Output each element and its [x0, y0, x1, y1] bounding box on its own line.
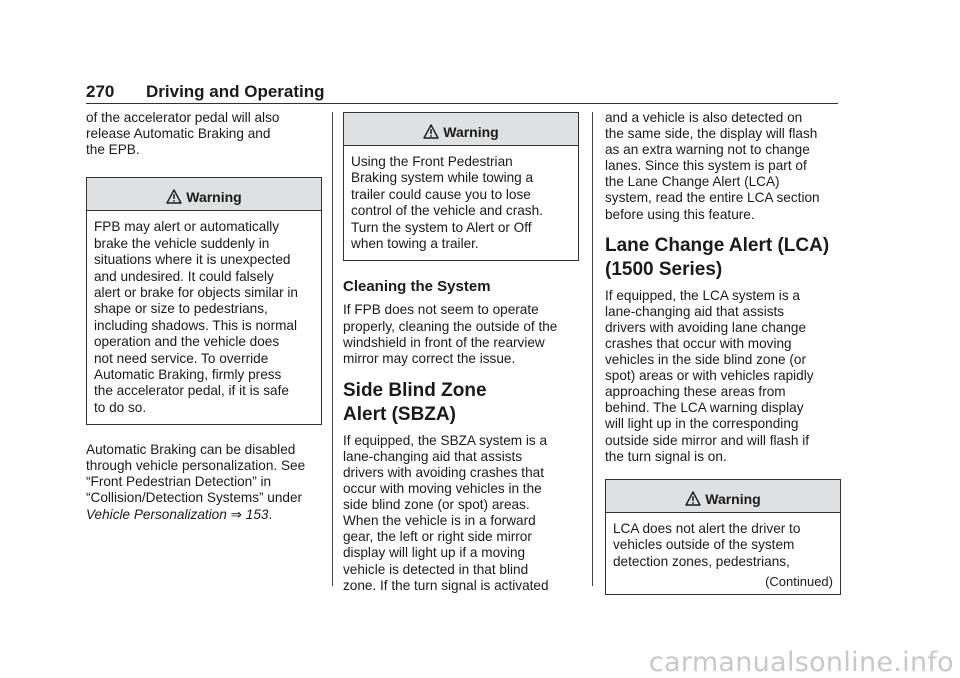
sbza-continued-paragraph: and a vehicle is also detected on the same side, the display will flash as an extra warning not to change lanes. Since this system is part of the Lane Change Alert (LCA) system, read the entire LCA section before using this feature.	[605, 110, 820, 222]
warning-triangle-icon	[685, 491, 701, 506]
warning-text: FPB may alert or automatically brake the vehicle suddenly in situations where it is unexpected and undesired. It could falsely alert or brake for objects similar in shape or size to pedestrians, including shadows. This is normal operation and the vehicle does not need service. To override Automatic Braking, firmly press the accelerator pedal, if it is safe to do so.	[94, 219, 298, 415]
sbza-paragraph: If equipped, the SBZA system is a lane-changing aid that assists drivers with avoiding crashes that occur with moving vehicles in the side blind zone (or spot) areas. When the vehicle is in a forward gear, the left or right side mirror display will light up if a moving vehicle is detected in that blind zone. If the turn signal is activated	[343, 432, 549, 593]
header-rule	[86, 103, 838, 104]
warning-triangle-icon	[423, 124, 439, 139]
page-ref-number[interactable]: 153	[245, 506, 269, 522]
page-ref-arrow-icon: ⇒	[230, 506, 242, 522]
fpb-warning-box	[86, 177, 322, 425]
warning-header	[606, 480, 840, 513]
personalization-paragraph: Automatic Braking can be disabled through vehicle personalization. See “Front Pedestrian Detection” in “Collision/Detection Systems” under Vehicle Personalization ⇒ 153.	[86, 442, 306, 522]
intro-paragraph: of the accelerator pedal will also release Automatic Braking and the EPB.	[86, 110, 280, 158]
continued-label: (Continued)	[765, 573, 833, 589]
warning-header	[344, 113, 578, 146]
section-title: Driving and Operating	[146, 82, 325, 101]
warning-text: LCA does not alert the driver to vehicles outside of the system detection zones, pedestrians, (Continued)	[613, 520, 833, 589]
warning-header	[87, 178, 321, 211]
vehicle-personalization-link[interactable]: Vehicle Personalization	[86, 506, 227, 522]
cleaning-heading: Cleaning the System	[343, 278, 491, 296]
column-1	[86, 110, 322, 523]
watermark: carmanualsonline.info	[648, 647, 954, 678]
lca-warning-box	[605, 479, 841, 596]
column-2	[343, 112, 579, 594]
lca-paragraph: If equipped, the LCA system is a lane-changing aid that assists drivers with avoiding lane change crashes that occur with moving vehicles in the side blind zone (or spot) areas or with vehicles rapidly approaching these areas from behind. The LCA warning display will light up in the corresponding outside side mirror and will flash if the turn signal is on.	[605, 287, 814, 464]
column-divider	[332, 112, 333, 586]
sbza-heading: Side Blind Zone Alert (SBZA)	[343, 379, 487, 425]
towing-warning-box	[343, 112, 579, 261]
warning-title: Warning	[705, 490, 761, 507]
lca-heading: Lane Change Alert (LCA) (1500 Series)	[605, 234, 830, 280]
warning-title: Warning	[186, 189, 242, 206]
warning-title: Warning	[443, 124, 499, 140]
column-divider	[592, 112, 593, 586]
column-3	[605, 110, 841, 595]
cleaning-paragraph: If FPB does not seem to operate properly, cleaning the outside of the windshield in front of the rearview mirror may correct the issue.	[343, 302, 558, 366]
page-header	[86, 82, 838, 104]
page-number: 270	[86, 82, 115, 101]
warning-triangle-icon	[166, 189, 182, 204]
warning-text: Using the Front Pedestrian Braking system while towing a trailer could cause you to lose control of the vehicle and crash. Turn the system to Alert or Off when towing a trailer.	[351, 154, 543, 252]
